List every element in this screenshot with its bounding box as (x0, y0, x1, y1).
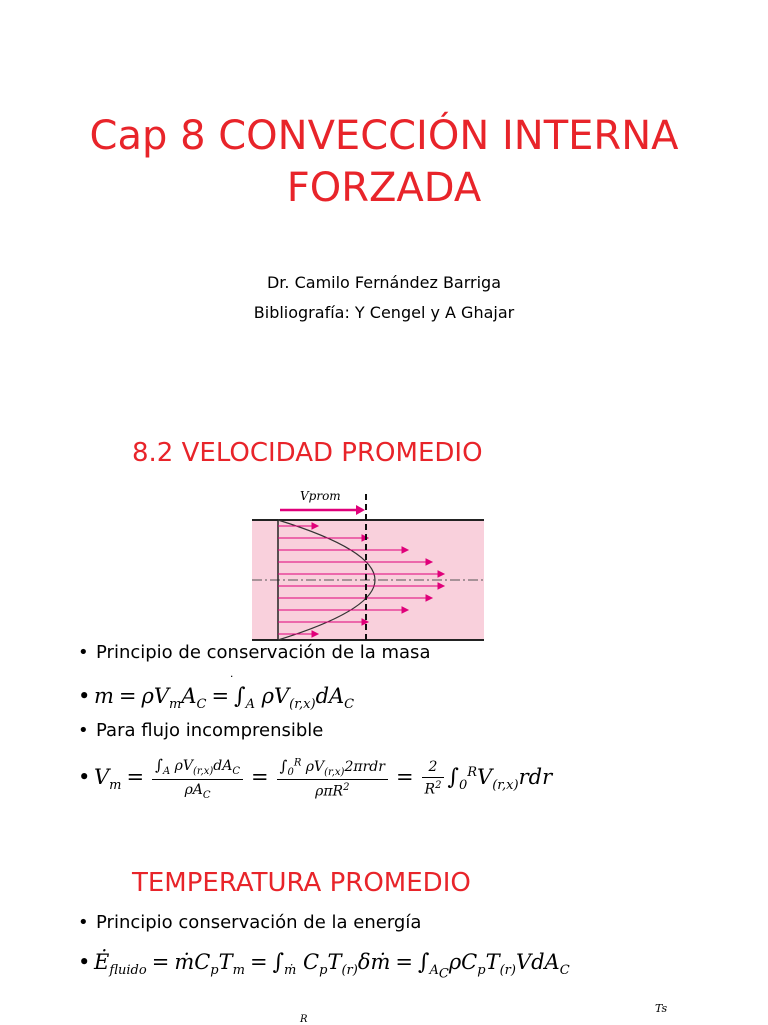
section-heading-temperature: TEMPERATURA PROMEDIO (132, 868, 471, 898)
vprom-arrowhead (356, 505, 365, 515)
author-block (0, 268, 768, 328)
title-line-1: Cap 8 CONVECCIÓN INTERNA (89, 113, 679, 159)
slide-title (0, 110, 768, 214)
bullet-incompressible: • Para flujo incomprensible (78, 720, 324, 741)
stray-dot: . (230, 666, 234, 680)
bullet-energy-conservation: • Principio conservación de la energía (78, 912, 422, 933)
bibliography: Bibliografía: Y Cengel y A Ghajar (253, 303, 515, 322)
bullet-mass-conservation: • Principio de conservación de la masa (78, 642, 431, 663)
author-name: Dr. Camilo Fernández Barriga (266, 273, 502, 292)
corner-ts-symbol: Ts (655, 1002, 668, 1015)
vprom-label: Vprom (300, 489, 341, 503)
cut-off-symbol: R (300, 1014, 308, 1025)
velocity-profile-diagram (252, 486, 484, 642)
equation-energy: • $Ė_{fluido}$ = $ṁC_pT_m = \int_ṁ$ $C_pT_{(r)}\delta ṁ = \int_{A_C}\rho C_pT_{(r)}VdA_C$ (78, 950, 570, 982)
title-line-2: FORZADA (286, 165, 482, 211)
equation-mass-flow: • $m = \rho V_mA_C = \int_A$ $\rho V_{(r,x)}dA_C$ (78, 684, 355, 713)
section-heading-velocity: 8.2 VELOCIDAD PROMEDIO (132, 438, 483, 468)
equation-mean-velocity: • $V_m$ = $\frac{\int_A \rho V_{(r,x)}dA_C}{\rho A_C}$ = $\frac{\int_0^R \rho V_{(r,x)}2\pi rdr}{\rho\pi R^2}$ = $\frac{2}{R^2}$ $\int_0^RV_{(r,x)}rdr$ (78, 756, 553, 801)
